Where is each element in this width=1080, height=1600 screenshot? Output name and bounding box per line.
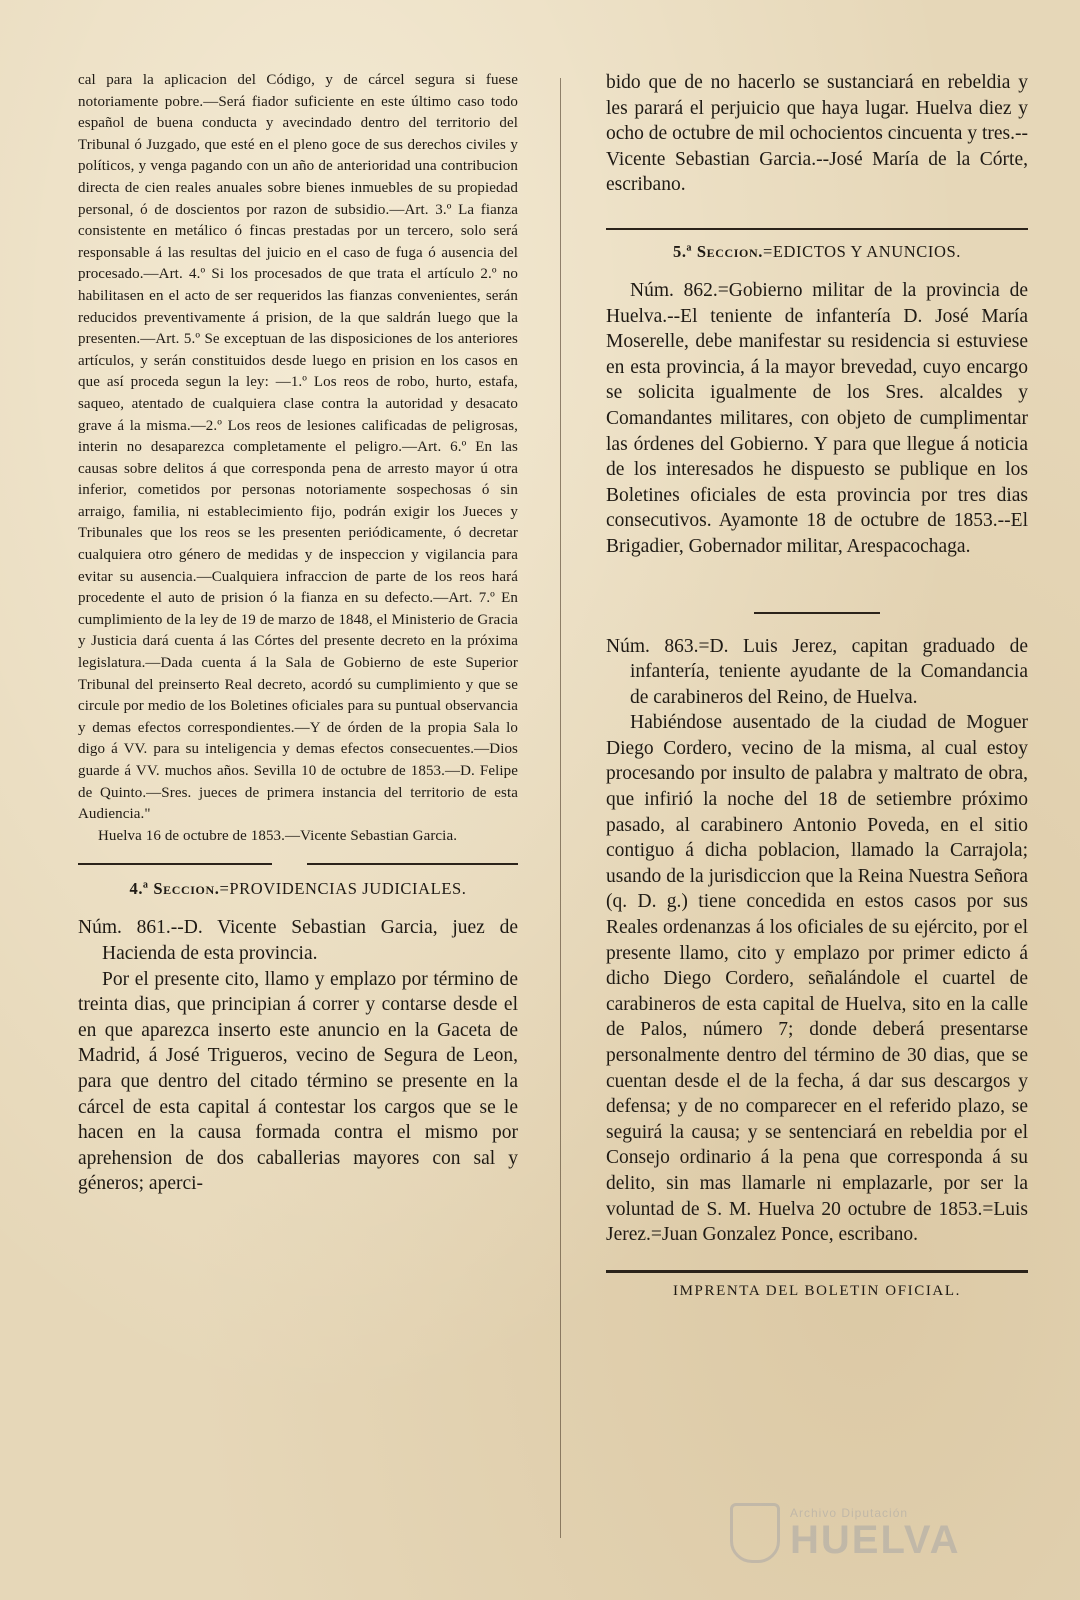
left-column	[78, 70, 518, 1580]
watermark-text	[790, 1506, 961, 1560]
notice-rule	[754, 612, 881, 614]
section-title: =EDICTOS Y ANUNCIOS.	[762, 241, 962, 261]
section-number: 5.ª	[672, 241, 693, 261]
section-5-heading	[606, 242, 1028, 262]
spacer	[606, 560, 1028, 612]
watermark-line-1: Archivo Diputación	[790, 1506, 909, 1520]
notice-861-heading: Núm. 861.--D. Vicente Sebastian Garcia, juez de Hacienda de esta provincia.	[78, 917, 518, 964]
section-word: Seccion.	[696, 241, 763, 261]
printer-imprint: IMPRENTA DEL BOLETIN OFICIAL.	[673, 1282, 961, 1299]
right-column	[606, 70, 1028, 1580]
footer-rule	[606, 1270, 1028, 1273]
double-rule	[78, 863, 518, 865]
column-divider	[560, 78, 561, 1538]
notice-863-heading: Núm. 863.=D. Luis Jerez, capitan graduado de infantería, teniente ayudante de la Comandancia de carabineros del Reino, de Huelva.	[606, 635, 1028, 708]
shield-icon	[730, 1503, 780, 1563]
notice-863-body: Habiéndose ausentado de la ciudad de Moguer Diego Cordero, vecino de la misma, al cual estoy procesando por insulto de palabra y maltrato de obra, que infirió la noche del 18 de setiembre próximo pasado, al carabinero Antonio Poveda, en el sitio contiguo á dicha poblacion, llamado la Carrajola; usando de la jurisdiccion que la Reina Nuestra Señora (q. D. g.) tiene concedida en estos casos por sus Reales ordenanzas á los oficiales de su ejército, por el presente llamo, cito y emplazo por primer edicto á dicho Diego Cordero, señalándole el cuartel de carabineros de esta capital de Huelva, sito en la calle de Palos, número 7; donde deberá presentarse personalmente dentro del término de 30 dias, que se cuentan desde el de la fecha, á dar sus descargos y defensa; y de no comparecer en el referido plazo, se seguirá la causa; y se sentenciará en rebeldia por el Consejo ordinario á la pena que corresponda á su delito, sin mas llamarle ni emplazarle, por ser la voluntad de S. M. Huelva 20 octubre de 1853.=Luis Jerez.=Juan Gonzalez Ponce, escribano.	[606, 712, 1028, 1246]
section-number: 4.ª	[129, 879, 149, 899]
section-word: Seccion.	[153, 879, 220, 899]
section-title: =PROVIDENCIAS JUDICIALES.	[219, 879, 467, 899]
notice-862: Núm. 862.=Gobierno militar de la provincia de Huelva.--El teniente de infantería D. José María Moserelle, debe manifestar su residencia si estuviese en esta provincia, á la mayor brevedad, cuyo encargo se solicita igualmente de los Sres. alcaldes y Comandantes militares, con objeto de cumplimentar las órdenes del Gobierno. Y para que llegue á noticia de los interesados he dispuesto se publique en los Boletines oficiales de esta provincia por tres dias consecutivos. Ayamonte 18 de octubre de 1853.--El Brigadier, Gobernador militar, Arespacochaga.	[606, 279, 1028, 557]
notice-861-body: Por el presente cito, llamo y emplazo por término de treinta dias, que principian á correr y contarse desde el en que aparezca inserto este anuncio en la Gaceta de Madrid, á José Trigueros, vecino de Segura de Leon, para que dentro del citado término se presente en la cárcel de esta capital á contestar los cargos que se le hacen en la causa formada contra el mismo por aprehension de dos caballerias mayores con sal y géneros; aperci-	[78, 968, 518, 1195]
section-4-heading	[78, 879, 518, 899]
notice-861-continuation: bido que de no hacerlo se sustanciará en rebeldia y les parará el perjuicio que haya lugar. Huelva diez y ocho de octubre de mil ochocientos cincuenta y tres.--Vicente Sebastian Garcia.--José María de la Córte, escribano.	[606, 72, 1028, 196]
archive-watermark	[730, 1498, 1010, 1568]
watermark-line-2: HUELVA	[790, 1518, 961, 1562]
decree-signature: Huelva 16 de octubre de 1853.—Vicente Sebastian Garcia.	[98, 827, 458, 844]
decree-continuation: cal para la aplicacion del Código, y de cárcel segura si fuese notoriamente pobre.—Será fiador suficiente en este último caso todo español de buena conducta y avecindado dentro del territorio del Tribunal ó Juzgado, que esté en el pleno goce de sus derechos civiles y políticos, y venga pagando con un año de anterioridad una contribucion directa de cien reales anuales sobre bienes inmuebles de su propiedad personal, ó de doscientos por razon de subsidio.—Art. 3.º La fianza consistente en metálico ó fincas prestadas por un tercero, solo será responsable á las resultas del juicio en el caso de fuga ó ausencia del procesado.—Art. 4.º Si los procesados de que trata el artículo 2.º no habilitasen en el acto de ser requeridos las fianzas convenientes, serán reducidos preventivamente á prision, de la que saldrán luego que la presenten.—Art. 5.º Se exceptuan de las disposiciones de los anteriores artículos, y serán constituidos desde luego en prision en los casos en que así proceda segun la ley: —1.º Los reos de robo, hurto, estafa, saqueo, atentado de cualquiera clase contra la autoridad y desacato grave á la misma.—2.º Los reos de lesiones calificadas de peligrosas, interin no desaparezca completamente el peligro.—Art. 6.º En las causas sobre delitos á que corresponda pena de arresto mayor ú otra inferior, cometidos por personas notoriamente sospechosas ó sin arraigo, familia, ni establecimiento fijo, podrán exigir los Jueces y Tribunales que los reos se les presenten periódicamente, ó decretar cualquiera otro género de medidas y de inspeccion y vigilancia para evitar su ausencia.—Cualquiera infraccion de parte de los reos hará procedente el auto de prision ó la fianza en su defecto.—Art. 7.º En cumplimiento de la ley de 19 de marzo de 1848, el Ministerio de Gracia y Justicia dará cuenta á las Córtes del presente decreto en la próxima legislatura.—Dada cuenta á la Sala de Gobierno de este Superior Tribunal del preinserto Real decreto, acordó su cumplimiento y que se circule por medio de los Boletines oficiales para su puntual observancia y demas efectos correspondientes.—Y de órden de la propia Sala lo digo á VV. para su inteligencia y demas efectos consecuentes.—Dios guarde á VV. muchos años. Sevilla 10 de octubre de 1853.—D. Felipe de Quinto.—Sres. jueces de primera instancia del territorio de esta Audiencia."	[78, 72, 518, 823]
section-rule	[606, 228, 1028, 230]
